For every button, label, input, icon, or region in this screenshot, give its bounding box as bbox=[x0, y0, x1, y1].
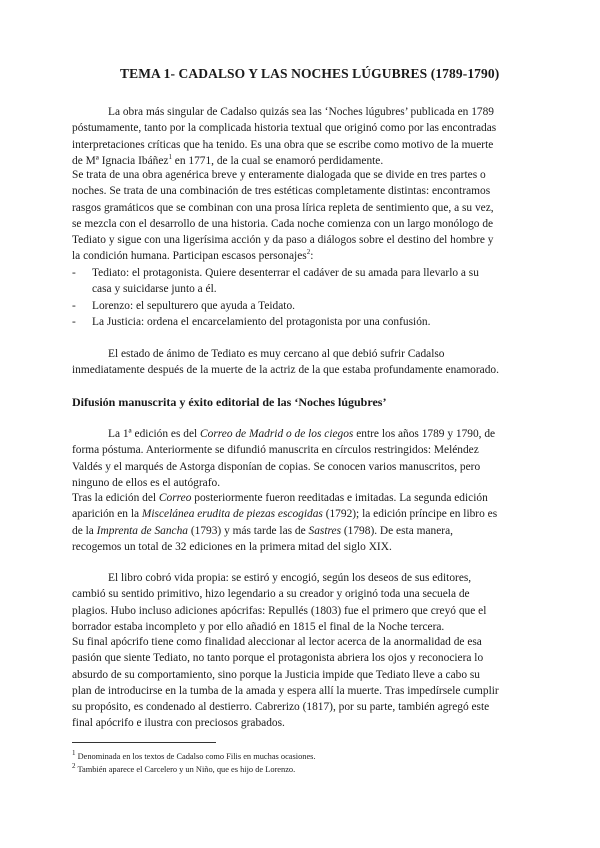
text-line: noches. Se trata de una combinación de tres estéticas completamente distintas: encontramos bbox=[72, 185, 491, 198]
footnote-divider bbox=[72, 742, 216, 743]
list-item: - Lorenzo: el sepulturero que ayuda a Teidato. bbox=[72, 298, 528, 314]
intro-paragraph bbox=[72, 104, 528, 169]
text-line: absurdo de su comportamiento, sino porque la Justicia impide que Tediato lleve a cabo su bbox=[72, 668, 481, 681]
character-list bbox=[72, 265, 528, 330]
footnotes bbox=[72, 750, 528, 776]
footnote-1: $^1$ Denominada en los textos de Cadalso como Filis en muchas ocasiones. bbox=[72, 749, 316, 761]
text-line: su propósito, es condenado al destierro. Cabrerizo (1817), por su parte, también agregó este bbox=[72, 701, 490, 714]
page-title: TEMA 1- CADALSO Y LAS NOCHES LÚGUBRES (1789-1790) bbox=[120, 66, 500, 81]
text-line: La obra más singular de Cadalso quizás sea las ‘Noches lúgubres’ publicada en 1789 bbox=[108, 106, 495, 118]
footnote-ref-1: 1 bbox=[168, 153, 172, 162]
text-line: plan de introducirse en la tumba de la amada y espera allí la muerte. Tras impedírsele cumplir bbox=[72, 684, 499, 697]
text-line: cambió su sentido primitivo, hizo legendario a su creador y originó toda una secuela de bbox=[72, 588, 470, 601]
text-line: la condición humana. Participan escasos personajes$^2$: bbox=[72, 248, 314, 263]
description-paragraph bbox=[72, 167, 528, 265]
list-item: - La Justicia: ordena el encarcelamiento del protagonista por una confusión. bbox=[72, 314, 528, 330]
text-line: rasgos gramáticos que se combinan con una prosa lírica repleta de sentimiento que, a su vez, bbox=[72, 201, 494, 214]
text-line: de Mª Ignacia Ibáñez$^1$ en 1771, de la cual se enamoró perdidamente. bbox=[72, 153, 384, 167]
text-line: forma póstuma. Anteriormente se difundió manuscrita en círculos restringidos: Meléndez bbox=[72, 444, 479, 457]
text-line: Valdés y el marqués de Astorga disponían de copias. Se conocen varios manuscritos, pero bbox=[72, 460, 481, 473]
text-line: ninguno de ellos es el autógrafo. bbox=[72, 476, 221, 489]
text-line: pasión que siente Tediato, no tanto porque el protagonista abriera los ojos y reconociera lo bbox=[72, 652, 484, 665]
text-line: plagios. Hubo incluso adiciones apócrifas: Repullés (1803) fue el primero que creyó que el bbox=[72, 604, 487, 617]
list-item: - Tediato: el protagonista. Quiere desenterrar el cadáver de su amada para llevarlo a su casa y suicidarse junto a él. bbox=[72, 267, 479, 296]
text-line: inmediatamente después de la muerte de la actriz de la que estaba profundamente enamorado. bbox=[72, 364, 499, 377]
text-line: El estado de ánimo de Tediato es muy cercano al que debió sufrir Cadalso bbox=[108, 348, 445, 360]
text-line: póstumamente, tanto por la complicada historia textual que originó como por las encontradas bbox=[72, 122, 497, 135]
text-line: Se trata de una obra agenérica breve y enteramente dialogada que se divide en tres partes o bbox=[72, 169, 486, 181]
mood-paragraph bbox=[72, 346, 528, 379]
text-line: se mezcla con el desarrollo de una historia. Cada noche comienza con un largo monólogo de bbox=[72, 217, 494, 230]
text-line: Su final apócrifo tiene como finalidad aleccionar al lector acerca de la anormalidad de esa bbox=[72, 636, 482, 648]
text-line: Tras la edición del Correo posteriormente fueron reeditadas e imitadas. La segunda edición bbox=[72, 492, 488, 504]
footnote-ref-2: 2 bbox=[306, 248, 311, 257]
text-line: de la Imprenta de Sancha (1793) y más tarde las de Sastres (1798). De esta manera, bbox=[72, 524, 453, 537]
text-line: borrador estaba incompleto y por ello añadió en 1815 el final de la Noche tercera. bbox=[72, 620, 445, 633]
footnote-2: $^2$ También aparece el Carcelero y un Niño, que es hijo de Lorenzo. bbox=[72, 762, 296, 774]
list-dash: - bbox=[72, 267, 76, 279]
first-edition-paragraph bbox=[72, 426, 528, 491]
text-line: aparición en la Miscelánea erudita de piezas escogidas (1792); la edición príncipe en libro es bbox=[72, 508, 498, 521]
own-life-paragraph bbox=[72, 570, 528, 635]
text-line: interpretaciones críticas que ha tenido. Es una obra que se escribe como motivo de la muerte bbox=[72, 138, 494, 151]
text-line: La 1ª edición es del Correo de Madrid o de los ciegos entre los años 1789 y 1790, de bbox=[108, 428, 496, 440]
apocryphal-end-paragraph bbox=[72, 634, 528, 732]
list-dash: - bbox=[72, 299, 76, 312]
text-line: Tediato y sigue con una ligerísima acción y da paso a diálogos sobre el destino del hombre y bbox=[72, 234, 494, 247]
section-heading: Difusión manuscrita y éxito editorial de las ‘Noches lúgubres’ bbox=[72, 395, 387, 409]
text-line: recogemos un total de 32 ediciones en la primera mitad del siglo XIX. bbox=[72, 540, 392, 553]
list-dash: - bbox=[72, 315, 76, 328]
text-line: El libro cobró vida propia: se estiró y encogió, según los deseos de sus editores, bbox=[108, 572, 472, 584]
later-editions-paragraph bbox=[72, 490, 528, 555]
text-line: final apócrifo e ilustra con preciosos grabados. bbox=[72, 717, 285, 730]
